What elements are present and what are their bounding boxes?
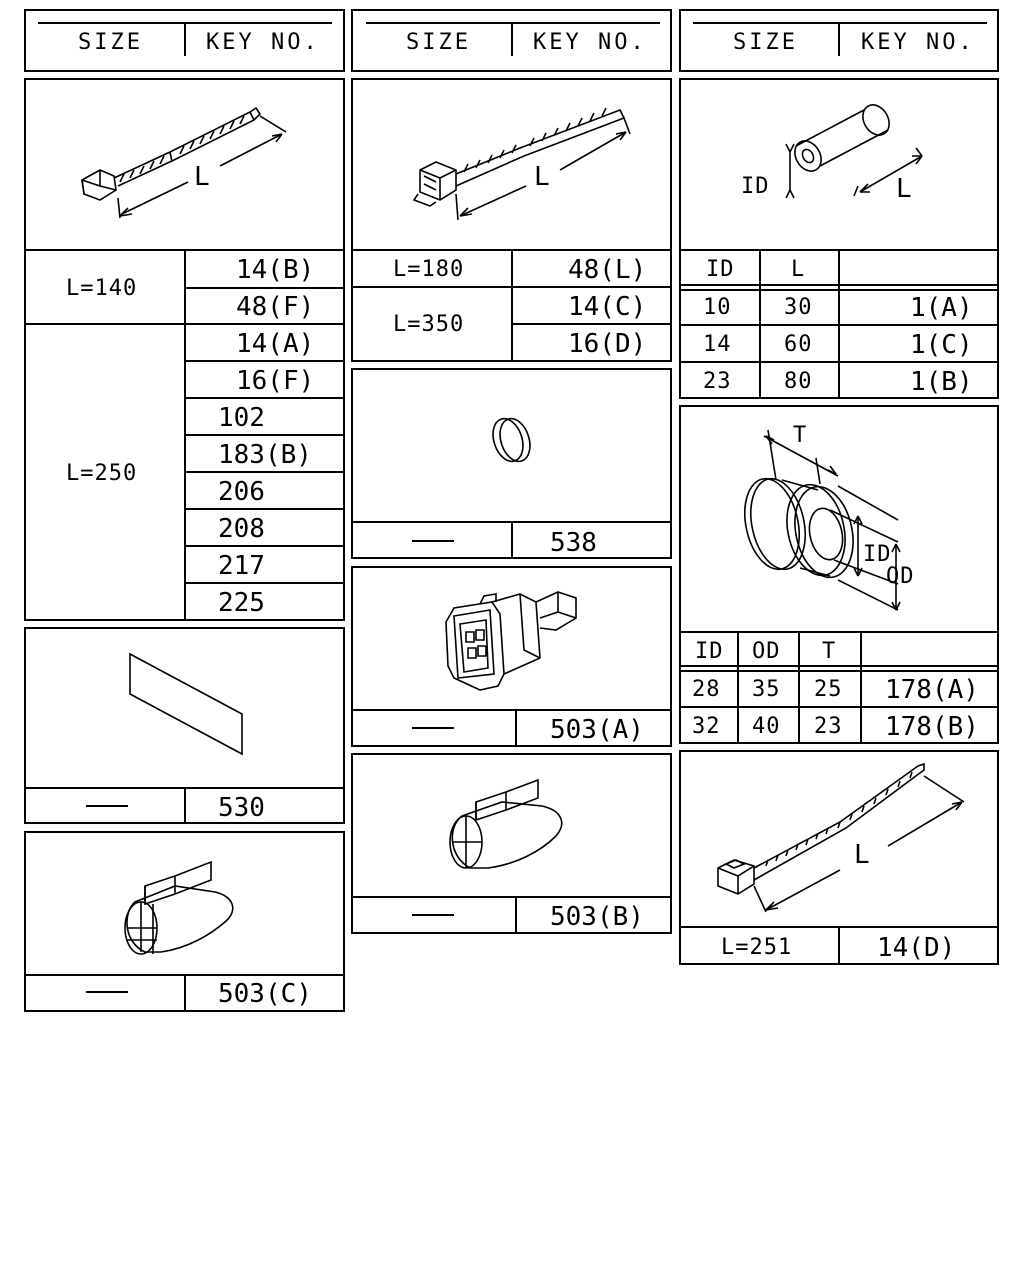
- col1-key: 206: [218, 477, 265, 507]
- header-divider-1: [184, 24, 186, 56]
- col3-grommet-row-sep: [679, 706, 999, 708]
- col3-grommet-cell-t: 25: [814, 677, 843, 702]
- col3-tie-size: L=251: [721, 935, 793, 960]
- col2-connector-b-size-dash: [412, 914, 454, 916]
- col3-tube-dim-l: L: [896, 174, 912, 204]
- col1-key: 102: [218, 403, 265, 433]
- col1-row-sep: [186, 287, 345, 289]
- col1-row-sep: [186, 397, 345, 399]
- col1-tape-divider: [184, 789, 186, 824]
- col2-key: 14(C): [568, 292, 647, 322]
- col2-connector-a-key: 503(A): [550, 715, 644, 745]
- header-key-3: KEY NO.: [861, 30, 975, 55]
- col3-grommet-head-od: OD: [752, 639, 781, 664]
- col2-connector-b-key: 503(B): [550, 902, 644, 932]
- col1-row-sep: [186, 471, 345, 473]
- col3-grommet-cell-t: 23: [814, 714, 843, 739]
- col3-grommet-cell-od: 40: [752, 714, 781, 739]
- header-divider-2: [511, 24, 513, 56]
- col3-grommet-col-sep: [860, 633, 862, 744]
- col3-tube-head-l: L: [791, 257, 806, 282]
- col2-strap-divider: [511, 251, 513, 362]
- col3-tube-cell-l: 60: [784, 332, 813, 357]
- cable-strap-clip-icon: [400, 90, 650, 240]
- col1-row-sep: [186, 582, 345, 584]
- col3-grommet-head-id: ID: [695, 639, 724, 664]
- tape-sheet-icon: [120, 648, 250, 760]
- col1-key: 225: [218, 588, 265, 618]
- col3-grommet-cell-id: 28: [692, 677, 721, 702]
- col1-tape-key: 530: [218, 793, 265, 823]
- connector-b-icon: [442, 770, 572, 880]
- col3-grommet-cell-id: 32: [692, 714, 721, 739]
- col3-grommet-cell-key: 178(B): [885, 712, 979, 742]
- col1-key: 208: [218, 514, 265, 544]
- col2-connector-b-divider: [515, 898, 517, 934]
- col3-tube-head-rule: [679, 289, 999, 291]
- col3-tube-cell-l: 30: [784, 295, 813, 320]
- col1-key: 183(B): [218, 440, 312, 470]
- col3-tube-head-id: ID: [706, 257, 735, 282]
- col3-grommet-cell-key: 178(A): [885, 675, 979, 705]
- col3-tube-cell-key: 1(B): [910, 367, 973, 397]
- col2-connector-b-sep: [351, 896, 672, 898]
- col3-grommet-sep: [679, 631, 999, 633]
- header-size-3: SIZE: [733, 30, 798, 55]
- col1-key: 14(A): [236, 329, 315, 359]
- col1-key: 217: [218, 551, 265, 581]
- col2-cap-divider: [511, 523, 513, 559]
- col3-tie-divider: [838, 928, 840, 965]
- col3-tube-cell-id: 10: [703, 295, 732, 320]
- connector-a-icon: [440, 578, 580, 698]
- col1-key: 14(B): [236, 255, 315, 285]
- col1-strap-dim: L: [194, 162, 210, 192]
- col3-grommet-dim-t: T: [793, 423, 808, 448]
- header-rule-3: [693, 22, 987, 24]
- header-rule-2: [366, 22, 660, 24]
- col1-size-l140: L=140: [66, 276, 138, 301]
- col3-grommet-cell-od: 35: [752, 677, 781, 702]
- header-key-1: KEY NO.: [206, 30, 320, 55]
- col1-tape-size-dash: [86, 805, 128, 807]
- col3-tube-cell-id: 14: [703, 332, 732, 357]
- col2-size-l180: L=180: [393, 257, 465, 282]
- col2-strap-dim: L: [534, 162, 550, 192]
- col2-key: 16(D): [568, 329, 647, 359]
- header-divider-3: [838, 24, 840, 56]
- col2-connector-a-divider: [515, 711, 517, 747]
- cable-strap-mount-icon: [60, 90, 310, 240]
- header-size-1: SIZE: [78, 30, 143, 55]
- cap-disc-icon: [488, 412, 538, 468]
- col1-connector-c-divider: [184, 976, 186, 1012]
- col1-row-sep: [186, 545, 345, 547]
- col2-key: 48(L): [568, 255, 647, 285]
- header-key-2: KEY NO.: [533, 30, 647, 55]
- grommet-icon: [730, 420, 930, 620]
- col3-grommet-head-rule: [679, 665, 999, 667]
- col3-tube-row-sep: [679, 361, 999, 363]
- header-size-2: SIZE: [406, 30, 471, 55]
- col2-connector-a-sep: [351, 709, 672, 711]
- col3-tube-dim-id: ID: [741, 174, 770, 199]
- col3-grommet-col-sep: [798, 633, 800, 744]
- col1-connector-c-size-dash: [86, 991, 128, 993]
- col3-grommet-dim-od: OD: [886, 564, 915, 589]
- col1-connector-c-key: 503(C): [218, 979, 312, 1009]
- col1-key: 16(F): [236, 366, 315, 396]
- col3-tube-cell-key: 1(A): [910, 293, 973, 323]
- col3-tube-cell-id: 23: [703, 369, 732, 394]
- col2-group-sep: [351, 286, 672, 288]
- col3-grommet-dim-id: ID: [863, 542, 892, 567]
- col1-key: 48(F): [236, 292, 315, 322]
- col3-grommet-col-sep: [737, 633, 739, 744]
- col3-tie-dim-l: L: [854, 840, 870, 870]
- col1-row-sep: [186, 508, 345, 510]
- col1-row-sep: [186, 434, 345, 436]
- col1-strap-divider: [184, 251, 186, 621]
- col3-tie-key: 14(D): [877, 933, 956, 963]
- col3-tube-cell-l: 80: [784, 369, 813, 394]
- col2-size-l350: L=350: [393, 312, 465, 337]
- col1-row-sep: [186, 360, 345, 362]
- col3-grommet-head-rule: [679, 670, 999, 672]
- connector-c-icon: [115, 852, 245, 962]
- col1-group-sep: [24, 323, 345, 325]
- col3-grommet-head-t: T: [822, 639, 837, 664]
- col3-tube-cell-key: 1(C): [910, 330, 973, 360]
- col2-row-sep: [513, 323, 672, 325]
- col2-connector-a-size-dash: [412, 727, 454, 729]
- col2-cap-key: 538: [550, 528, 597, 558]
- col3-tube-row-sep: [679, 324, 999, 326]
- col2-cap-size-dash: [412, 540, 454, 542]
- cable-tie-icon: [710, 758, 980, 918]
- col1-size-l250: L=250: [66, 461, 138, 486]
- col3-tube-head-rule: [679, 284, 999, 286]
